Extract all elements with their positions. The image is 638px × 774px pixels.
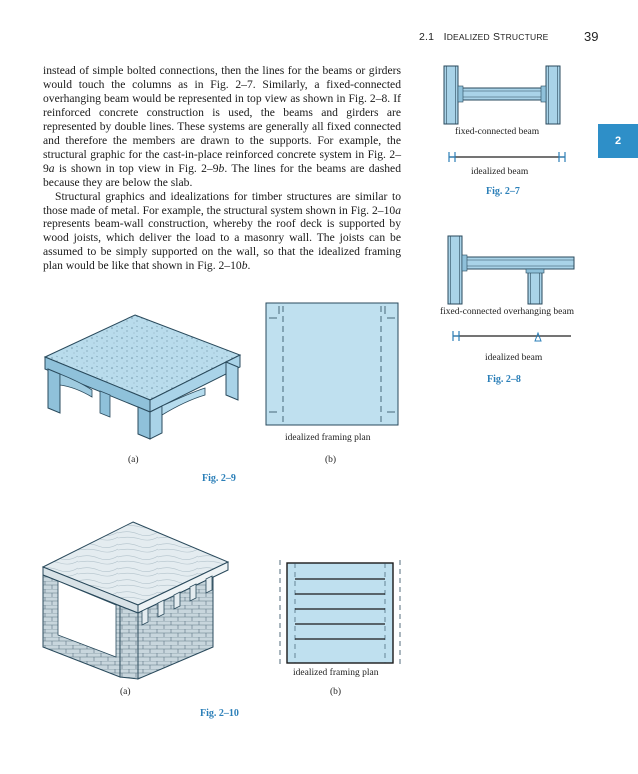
page-number: 39 [584, 29, 599, 44]
fig-2-7-beam-drawing [440, 64, 580, 128]
fig-2-7-label-top: fixed-connected beam [455, 127, 540, 137]
fig-2-8-label-top: fixed-connected overhanging beam [440, 307, 574, 317]
fig-2-9-sub-b: (b) [325, 455, 337, 465]
fig-2-9-sub-a: (a) [128, 455, 139, 465]
section-title-initial2: S [492, 31, 501, 43]
fig-2-9-plan-label: idealized framing plan [285, 433, 371, 443]
fig-2-8-idealized-line [449, 330, 579, 342]
section-title-initial: I [443, 31, 447, 43]
body-text [43, 64, 401, 273]
fig-2-9a-concrete-slab [40, 305, 245, 445]
section-title-part2: TRUCTURE [500, 32, 549, 42]
section-title-part1: DEALIZED [446, 32, 490, 42]
paragraph-1: instead of simple bolted connections, then the lines for the beams or girders would touch the columns as in Fig. 2–7. Similarly, a fixed-connected overhanging beam would be represented in top view as shown in Fig. 2–8. If reinforced concrete construction is used, the beams and girders are represented by double lines. These systems are generally all fixed connected and therefore the members are drawn to the supports. For example, the structural graphic for the cast-in-place reinforced concrete system in Fig. 2–9a is shown in top view in Fig. 2–9b. The lines for the beams are dashed because they are below the slab. [43, 64, 401, 189]
fig-2-10b-joist-plan [275, 558, 405, 668]
fig-2-8-caption: Fig. 2–8 [487, 374, 521, 385]
fig-2-7-idealized-line [445, 151, 575, 163]
fig-2-10a-timber-masonry [38, 517, 238, 682]
fig-2-9b-framing-plan [263, 300, 403, 430]
fig-2-7-label-bottom: idealized beam [471, 167, 529, 177]
section-number: 2.1 [419, 31, 435, 43]
fig-2-10-plan-label: idealized framing plan [293, 668, 379, 678]
running-header [419, 31, 549, 43]
fig-2-10-sub-a: (a) [120, 687, 131, 697]
fig-2-7-caption: Fig. 2–7 [486, 186, 520, 197]
paragraph-2: Structural graphics and idealizations for timber structures are similar to those made of metal. For example, the structural system shown in Fig. 2–10a represents beam-wall construction, whereby the roof deck is supported by wood joists, which deliver the load to a masonry wall. The joists can be assumed to be simply supported on the wall, so that the idealized framing plan would be like that shown in Fig. 2–10b. [43, 189, 401, 273]
fig-2-10-caption: Fig. 2–10 [200, 708, 239, 719]
fig-2-9-caption: Fig. 2–9 [202, 473, 236, 484]
fig-2-8-beam-drawing [444, 234, 584, 306]
chapter-tab: 2 [598, 124, 638, 158]
fig-2-8-label-bottom: idealized beam [485, 353, 543, 363]
fig-2-10-sub-b: (b) [330, 687, 342, 697]
